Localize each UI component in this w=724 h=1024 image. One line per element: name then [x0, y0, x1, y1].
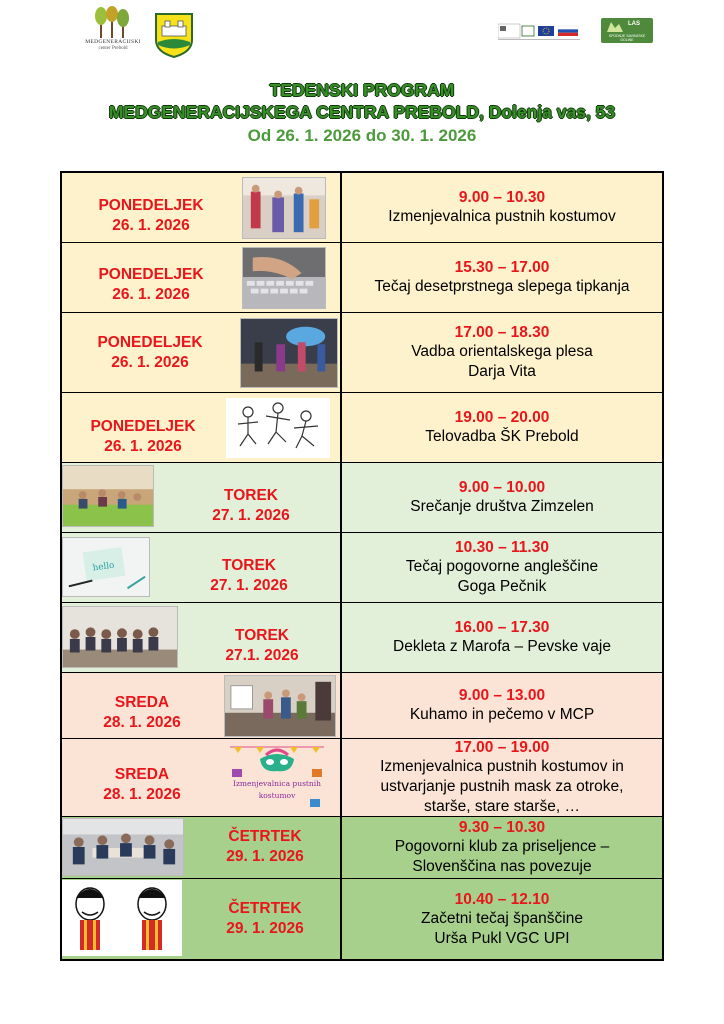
- activity-cell: [342, 313, 662, 392]
- prebold-crest-logo: [154, 12, 194, 58]
- date-range: Od 26. 1. 2026 do 30. 1. 2026: [247, 126, 477, 145]
- schedule-row: [62, 463, 662, 533]
- activity-cell: [342, 817, 662, 878]
- logo-subtitle: center Prebold: [98, 46, 128, 51]
- program-title: TEDENSKI PROGRAM: [269, 80, 455, 100]
- las-label: LAS: [628, 21, 640, 27]
- schedule-row: [62, 533, 662, 603]
- day-date: 27.1. 2026: [225, 647, 299, 664]
- day-name: PONEDELJEK: [98, 266, 204, 283]
- activity-time: 10.30 – 11.30: [455, 539, 549, 556]
- day-date: 27. 1. 2026: [212, 507, 290, 524]
- exercise-sketch: [226, 398, 330, 458]
- costume-exchange-photo: [242, 177, 326, 239]
- activity-title: Izmenjevalnica pustnih kostumov: [388, 208, 616, 225]
- activity-title: Tečaj pogovorne angleščine: [405, 558, 599, 575]
- schedule-row: [62, 603, 662, 673]
- day-date: 26. 1. 2026: [104, 438, 182, 455]
- activity-cell: [342, 243, 662, 312]
- day-cell: [202, 626, 322, 666]
- day-name: SREDA: [114, 694, 170, 711]
- activity-time: 16.00 – 17.30: [454, 619, 550, 636]
- day-date: 27. 1. 2026: [210, 577, 288, 594]
- day-date: 29. 1. 2026: [226, 848, 304, 865]
- schedule-row: [62, 243, 662, 313]
- logo-name: MEDGENERACIJSKI: [85, 39, 141, 45]
- carnival-mask-graphic: [226, 743, 328, 809]
- day-name: TOREK: [224, 487, 278, 504]
- activity-time: 9.00 – 13.00: [458, 687, 546, 704]
- day-cell: [62, 333, 238, 373]
- medgeneracijski-center-logo: [84, 6, 142, 54]
- day-cell: [204, 899, 326, 939]
- schedule-table: [60, 171, 664, 961]
- day-name: ČETRTEK: [228, 828, 302, 845]
- activity-title: Telovadba ŠK Prebold: [425, 428, 579, 445]
- activity-instructor: Goga Pečnik: [457, 578, 547, 595]
- eu-funding-logos: [498, 22, 582, 44]
- singing-group-photo: [62, 606, 178, 668]
- schedule-row: [62, 313, 662, 393]
- day-name: SREDA: [114, 766, 170, 783]
- typing-keyboard-photo: [242, 247, 326, 309]
- schedule-row: [62, 393, 662, 463]
- activity-time: 10.40 – 12.10: [454, 890, 550, 908]
- activity-instructor: Darja Vita: [468, 363, 536, 380]
- activity-title: Srečanje društva Zimzelen: [410, 498, 594, 515]
- day-date: 29. 1. 2026: [226, 920, 304, 937]
- activity-cell: [342, 603, 662, 672]
- activity-title: Tečaj desetprstnega slepega tipkanja: [374, 278, 630, 295]
- day-date: 28. 1. 2026: [103, 786, 181, 803]
- mask-graphic-text: Izmenjevalnica pustnih kostumov: [232, 779, 321, 800]
- day-date: 28. 1. 2026: [103, 714, 181, 731]
- day-name: PONEDELJEK: [90, 418, 196, 435]
- activity-time: 17.00 – 19.00: [454, 739, 550, 756]
- activity-time: 17.00 – 18.30: [454, 324, 550, 341]
- conversation-club-photo: [62, 818, 184, 876]
- activity-cell: [342, 879, 662, 959]
- day-cell: [62, 417, 224, 457]
- day-name: TOREK: [222, 557, 276, 574]
- day-name: PONEDELJEK: [97, 334, 203, 351]
- day-cell: [190, 486, 312, 526]
- day-cell: [62, 693, 222, 733]
- oriental-dance-photo: [240, 318, 338, 388]
- las-logo: [601, 18, 653, 43]
- activity-cell: [342, 739, 662, 816]
- day-name: PONEDELJEK: [98, 197, 204, 214]
- schedule-row: [62, 739, 662, 817]
- schedule-row: [62, 173, 662, 243]
- day-name: TOREK: [235, 627, 289, 644]
- activity-instructor: Urša Pukl VGC UPI: [434, 929, 570, 947]
- activity-title: Kuhamo in pečemo v MCP: [409, 706, 595, 723]
- day-cell: [204, 827, 326, 867]
- schedule-row: [62, 817, 662, 879]
- activity-title: Izmenjevalnica pustnih kostumov in: [380, 758, 624, 775]
- spanish-cartoon: [62, 880, 182, 956]
- day-date: 26. 1. 2026: [112, 217, 190, 234]
- activity-time: 9.00 – 10.00: [458, 479, 546, 496]
- activity-title: Dekleta z Marofa – Pevske vaje: [393, 638, 611, 655]
- activity-time: 19.00 – 20.00: [454, 409, 550, 426]
- schedule-row: [62, 879, 662, 959]
- center-name: MEDGENERACIJSKEGA CENTRA PREBOLD, Dolenja vas, 53: [108, 102, 616, 122]
- day-name: ČETRTEK: [228, 900, 302, 917]
- activity-title-cont: starše, stare starše, …: [424, 798, 580, 815]
- activity-title: Začetni tečaj španščine: [421, 909, 583, 927]
- activity-time: 9.00 – 10.30: [458, 189, 546, 206]
- activity-title-cont: ustvarjanje pustnih mask za otroke,: [380, 778, 624, 795]
- activity-cell: [342, 463, 662, 532]
- activity-cell: [342, 673, 662, 738]
- las-subtitle: SPODNJE SAVINJSKE DOLINE: [608, 34, 646, 42]
- activity-title: Pogovorni klub za priseljence –: [394, 838, 610, 855]
- activity-time: 15.30 – 17.00: [454, 259, 550, 276]
- activity-time: 9.30 – 10.30: [458, 819, 546, 836]
- activity-title: Vadba orientalskega plesa: [411, 343, 593, 360]
- meeting-room-photo: [62, 465, 154, 527]
- activity-cell: [342, 393, 662, 462]
- svg-text:hello: hello: [92, 560, 116, 574]
- day-date: 26. 1. 2026: [112, 286, 190, 303]
- activity-title-cont: Slovenščina nas povezuje: [412, 858, 592, 875]
- hello-notebook-photo: [62, 537, 150, 597]
- day-cell: [62, 196, 240, 236]
- schedule-row: [62, 673, 662, 739]
- kitchen-photo: [224, 675, 336, 737]
- activity-cell: [342, 533, 662, 602]
- day-cell: [188, 556, 310, 596]
- activity-cell: [342, 173, 662, 242]
- day-date: 26. 1. 2026: [111, 354, 189, 371]
- day-cell: [62, 265, 240, 305]
- day-cell: [62, 765, 222, 805]
